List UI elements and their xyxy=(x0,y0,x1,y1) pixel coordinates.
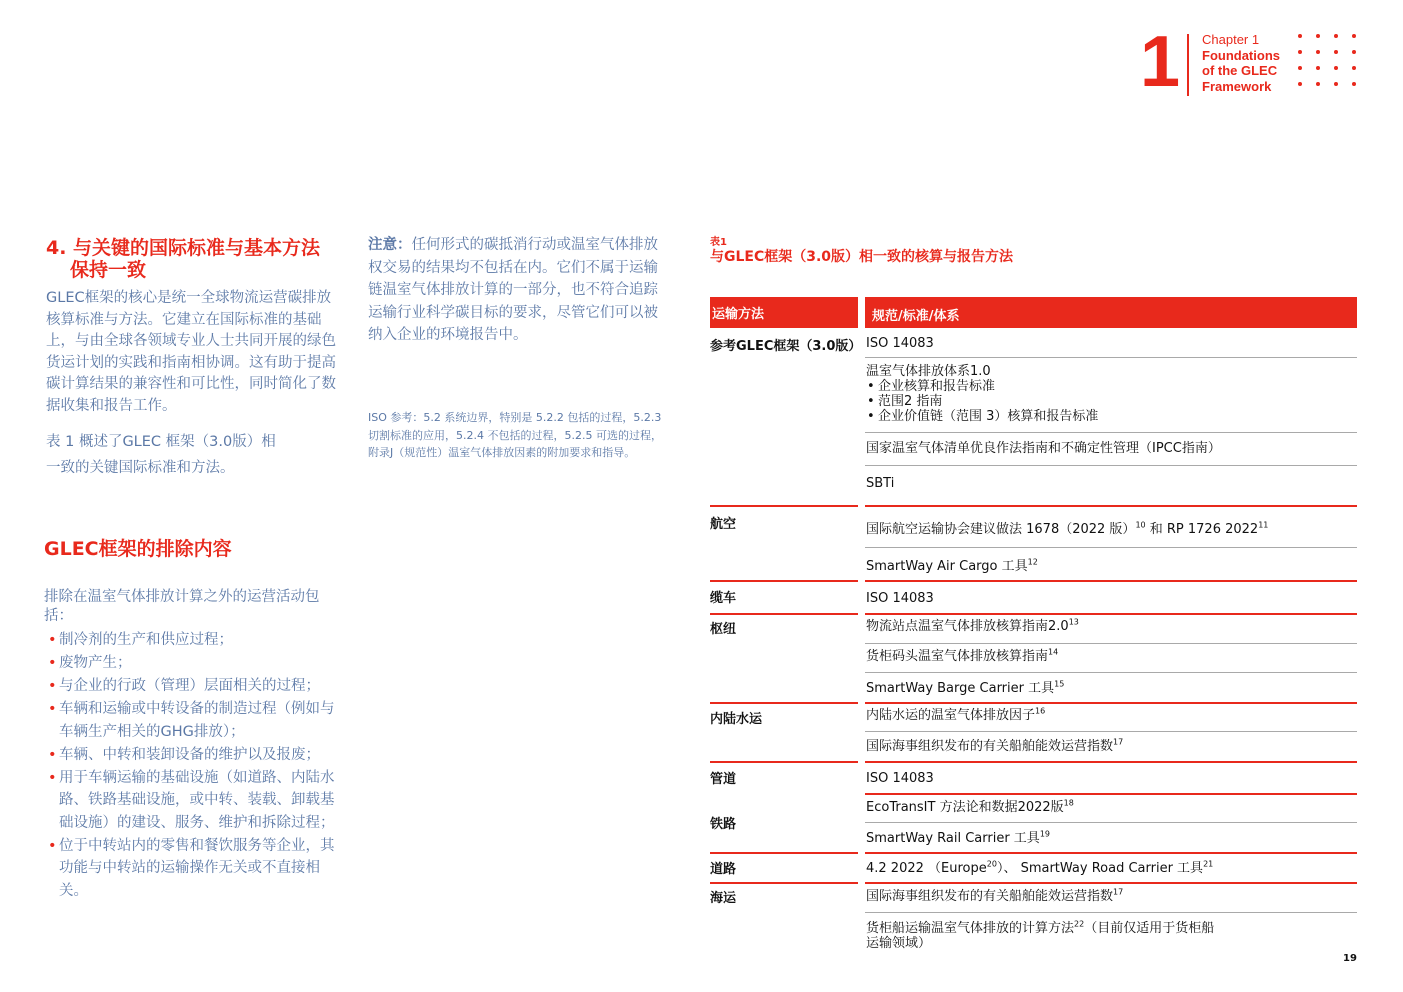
group-divider xyxy=(865,852,1357,854)
chapter-line: of the GLEC xyxy=(1202,63,1278,79)
row-divider xyxy=(865,432,1357,433)
table-cell: 国家温室气体清单优良作法指南和不确定性管理（IPCC指南） xyxy=(866,441,1221,456)
table-cell: 国际航空运输协会建议做法 1678（2022 版）$^{10}$ 和 RP 1726 2022$^{11}$ xyxy=(866,520,1269,537)
table-header-mode: 运输方法 xyxy=(710,297,858,328)
section-paragraph: GLEC框架的核心是统一全球物流运营碳排放核算标准与方法。它建立在国际标准的基础上，与由全球各领域专业人士共同开展的绿色货运计划的实践和指南相协调。这有助于提高碳计算结果的兼容性和可比性，同时简化了数据收集和报告工作。 xyxy=(46,290,336,414)
list-item: • 用于车辆运输的基础设施（如道路、内陆水路、铁路基础设施，或中转、装载、卸载基础设施）的建设、服务、维护和拆除过程； xyxy=(46,767,336,835)
mode-label: 缆车 xyxy=(710,591,737,606)
decorative-dot xyxy=(1334,82,1338,86)
table-cell: 内陆水运的温室气体排放因子$^{16}$ xyxy=(866,706,1046,723)
decorative-dot xyxy=(1334,50,1338,54)
row-divider xyxy=(865,643,1357,644)
group-divider xyxy=(865,580,1357,582)
iso-reference: ISO 参考：5.2 系统边界，特别是 5.2.2 包括的过程，5.2.3 切割标准的应用，5.2.4 不包括的过程，5.2.5 可选的过程，附录J（规范性）温室气体排放因素的附加要求和指导。 xyxy=(368,411,662,459)
mode-label: 道路 xyxy=(710,862,737,877)
note-text: 任何形式的碳抵消行动或温室气体排放权交易的结果均不包括在内。它们不属于运输链温室气体排放计算的一部分，也不符合追踪运输行业科学碳目标的要求，尽管它们可以被纳入企业的环境报告中。 xyxy=(368,237,658,343)
decorative-dot xyxy=(1298,50,1302,54)
exclusions-intro: 排除在温室气体排放计算之外的运营活动包括： xyxy=(44,589,320,624)
section-paragraph: 表 1 概述了GLEC 框架（3.0版）相一致的关键国际标准和方法。 xyxy=(46,434,276,476)
mode-label: 内陆水运 xyxy=(710,712,763,727)
mode-label: 海运 xyxy=(710,891,737,906)
list-item: • 制冷剂的生产和供应过程； xyxy=(46,629,336,652)
table-cell: SmartWay Air Cargo 工具$^{12}$ xyxy=(866,557,1038,574)
mode-label: 航空 xyxy=(710,517,737,532)
row-divider xyxy=(865,465,1357,466)
cell-title: 温室气体排放体系1.0 xyxy=(866,364,991,379)
group-divider xyxy=(865,882,1357,884)
decorative-dot xyxy=(1352,82,1356,86)
chapter-line: Chapter 1 xyxy=(1202,32,1260,47)
group-divider xyxy=(865,702,1357,704)
chapter-line: Foundations xyxy=(1202,47,1280,63)
table-cell: 4.2 2022 （Europe$^{20}$）、 SmartWay Road Carrier 工具$^{21}$ xyxy=(866,859,1214,876)
table-title: 与GLEC框架（3.0版）相一致的核算与报告方法 xyxy=(710,249,1014,265)
group-divider xyxy=(865,505,1357,507)
section-title-line: 4. 与关键的国际标准与基本方法 xyxy=(46,237,321,259)
list-item: • 与企业的行政（管理）层面相关的过程； xyxy=(46,675,336,698)
list-item: • 位于中转站内的零售和餐饮服务等企业，其功能与中转站的运输操作无关或不直接相关。 xyxy=(46,835,336,903)
decorative-dot xyxy=(1334,66,1338,70)
chapter-number: 1 xyxy=(1140,22,1181,102)
table-cell: ISO 14083 xyxy=(866,336,934,351)
table-cell: SBTi xyxy=(866,476,895,491)
table-cell: ISO 14083 xyxy=(866,771,934,786)
group-divider xyxy=(865,793,1357,795)
table-cell: 货柜码头温室气体排放核算指南$^{14}$ xyxy=(866,647,1059,664)
table-cell: SmartWay Rail Carrier 工具$^{19}$ xyxy=(866,829,1050,846)
cell-bullet: • 企业价值链（范围 3）核算和报告标准 xyxy=(866,409,1357,424)
mode-label: 参考GLEC框架（3.0版） xyxy=(710,339,862,354)
group-divider xyxy=(710,580,858,582)
decorative-dot xyxy=(1352,66,1356,70)
table-cell xyxy=(865,364,1357,424)
page-number: 19 xyxy=(1343,953,1357,964)
cell-bullet: • 范围2 指南 xyxy=(866,394,1357,409)
group-divider xyxy=(865,613,1357,615)
mode-label: 枢纽 xyxy=(710,622,737,637)
group-divider xyxy=(865,761,1357,763)
decorative-dots xyxy=(1298,34,1362,96)
table-cell: SmartWay Barge Carrier 工具$^{15}$ xyxy=(866,679,1065,696)
group-divider xyxy=(710,882,858,884)
table-cell: 物流站点温室气体排放核算指南$2.0^{13}$ xyxy=(866,617,1079,634)
chapter-title xyxy=(1202,32,1280,94)
decorative-dot xyxy=(1352,50,1356,54)
section-title-line: 保持一致 xyxy=(70,259,147,281)
decorative-dot xyxy=(1316,66,1320,70)
list-item: • 车辆和运输或中转设备的制造过程（例如与车辆生产相关的GHG排放）； xyxy=(46,698,336,743)
decorative-dot xyxy=(1316,34,1320,38)
row-divider xyxy=(865,672,1357,673)
table-cell: 国际海事组织发布的有关船舶能效运营指数$^{17}$ xyxy=(866,887,1124,904)
exclusions-title: GLEC框架的排除内容 xyxy=(44,538,232,560)
row-divider xyxy=(865,822,1357,823)
row-divider xyxy=(865,912,1357,913)
note-block xyxy=(368,234,668,347)
table-cell: 货柜船运输温室气体排放的计算方法$^{22}$（目前仅适用于货柜船运输领域） xyxy=(866,919,1215,951)
decorative-dot xyxy=(1316,50,1320,54)
note-label: 注意： xyxy=(368,237,412,253)
row-divider xyxy=(865,547,1357,548)
exclusions-list xyxy=(46,629,336,903)
group-divider xyxy=(710,702,858,704)
decorative-dot xyxy=(1316,82,1320,86)
table-cell: ISO 14083 xyxy=(866,591,934,606)
decorative-dot xyxy=(1298,66,1302,70)
decorative-dot xyxy=(1298,34,1302,38)
table-cell: EcoTransIT 方法论和数据2022版$^{18}$ xyxy=(866,798,1074,815)
list-item: • 废物产生； xyxy=(46,652,336,675)
chapter-divider xyxy=(1187,34,1189,96)
row-divider xyxy=(865,357,1357,358)
chapter-line: Framework xyxy=(1202,78,1272,94)
list-item: • 车辆、中转和装卸设备的维护以及报废； xyxy=(46,744,336,767)
section-title xyxy=(46,237,346,281)
decorative-dot xyxy=(1334,34,1338,38)
decorative-dot xyxy=(1298,82,1302,86)
decorative-dot xyxy=(1352,34,1356,38)
table-label: 表1 xyxy=(710,237,727,248)
table-header-standard: 规范/标准/体系 xyxy=(865,297,1357,328)
group-divider xyxy=(710,613,858,615)
mode-label: 管道 xyxy=(710,772,737,787)
cell-bullet: • 企业核算和报告标准 xyxy=(866,379,1357,394)
group-divider xyxy=(710,852,858,854)
group-divider xyxy=(710,761,858,763)
mode-label: 铁路 xyxy=(710,817,737,832)
group-divider xyxy=(710,505,858,507)
table-cell: 国际海事组织发布的有关船舶能效运营指数$^{17}$ xyxy=(866,737,1124,754)
row-divider xyxy=(865,731,1357,732)
